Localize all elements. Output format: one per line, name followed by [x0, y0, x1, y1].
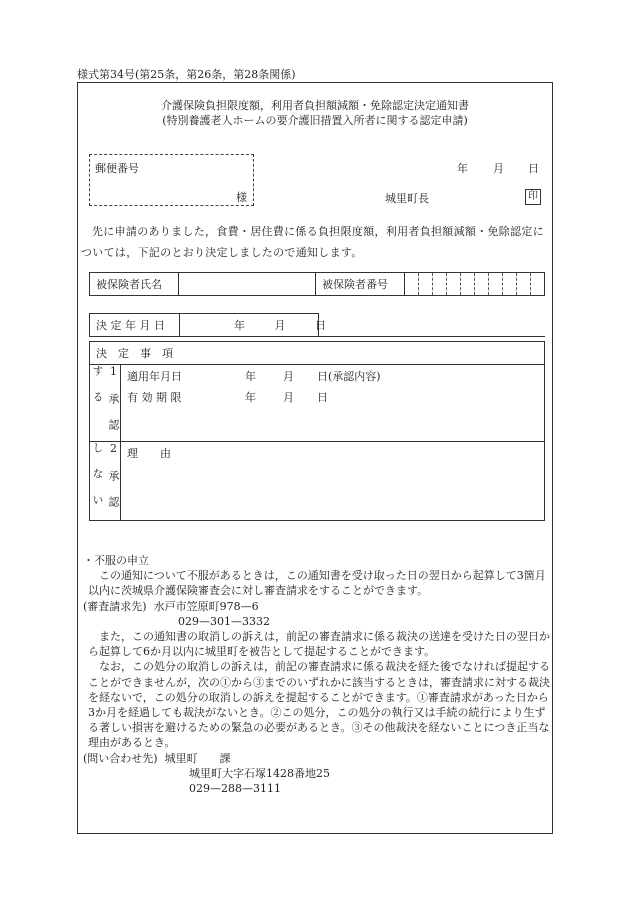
insured-name-label: 被保険者氏名: [90, 273, 179, 296]
inquiry-label: (問い合わせ先): [83, 751, 158, 765]
apply-year: 年: [245, 370, 256, 383]
insured-number-label: 被保険者番号: [316, 273, 405, 296]
document-title: 介護保険負担限度額，利用者負担額減額・免除認定決定通知書: [161, 99, 469, 112]
issue-month: 月: [493, 162, 504, 175]
inquiry-address: 城里町大字石塚1428番地25: [189, 766, 330, 780]
decision-date-day: 日: [315, 319, 326, 332]
seal-mark: 印: [525, 189, 541, 205]
appeal-notes: [83, 553, 553, 796]
review-tel: 029—301—3332: [178, 614, 270, 628]
notes-paragraph-3: なお，この処分の取消しの訴えは，前記の審査請求に係る裁決を経た後でなければ提起することができませんが，次の①から③までのいずれかに該当するときは，審査請求に対する裁決を経ないで，この処分の取消しの訴えを提起することができます。①審査請求があった日から3か月を経過しても裁決がないとき。②この処分，この処分の執行又は手続の続行により生ずる著しい損害を避けるための緊急の必要があるとき。③その他裁決を経ないことにつき正当な理由があるとき。: [88, 660, 550, 750]
decision-date-year: 年: [234, 319, 245, 332]
inquiry-town: 城里町 課: [164, 751, 231, 765]
review-contact: [83, 599, 553, 614]
reason-label: 理 由: [127, 447, 171, 460]
apply-date-label: 適用年月日: [127, 370, 182, 383]
notes-heading: ・不服の申立: [83, 554, 149, 567]
valid-month: 月: [283, 391, 294, 404]
issue-year: 年: [457, 162, 468, 175]
issue-day: 日: [528, 162, 539, 175]
valid-day: 日: [317, 391, 328, 404]
apply-day: 日(承認内容): [317, 370, 381, 383]
insured-table: [89, 272, 545, 296]
review-address: 水戸市笠原町978—6: [153, 599, 259, 613]
approve-label: 1 承 認 す る: [91, 365, 120, 431]
inquiry-tel: 029—288—3111: [189, 782, 281, 796]
insured-number-field: [405, 273, 545, 296]
apply-month: 月: [283, 370, 294, 383]
decision-date-month: 月: [274, 319, 286, 332]
decision-table: [89, 313, 545, 521]
valid-label: 有 効 期 限: [127, 391, 182, 404]
honorific: 様: [236, 191, 247, 204]
deny-label: 2 承 認 し な い: [91, 442, 120, 508]
notes-paragraph-1: この通知について不服があるときは，この通知書を受け取った日の翌日から起算して3箇月以内に茨城県介護保険審査会に対し審査請求をすることができます。: [88, 569, 546, 598]
insured-name-field: [179, 273, 316, 296]
postal-label: 郵便番号: [95, 162, 139, 175]
valid-year: 年: [245, 391, 256, 404]
inquiry-contact: [83, 751, 553, 766]
approve-details: [121, 365, 544, 441]
decision-date-label: 決 定 年 月 日: [90, 314, 180, 337]
mayor-title: 城里町長: [385, 192, 429, 205]
review-label: (審査請求先): [83, 599, 147, 613]
notes-paragraph-2: また，この通知書の取消しの訴えは，前記の審査請求に係る裁決の送達を受けた日の翌日から起算して6か月以内に城里町を被告として提起することができます。: [88, 630, 550, 659]
decision-date-field: [180, 314, 326, 337]
lead-paragraph: 先に申請のありました，食費・居住費に係る負担限度額，利用者負担額減額・免除認定については，下記のとおり決定しましたので通知します。: [81, 225, 544, 259]
form-id: 様式第34号(第25条，第26条，第28条関係): [77, 68, 296, 81]
document-subtitle: (特別養護老人ホームの要介護旧措置入所者に関する認定申請): [162, 114, 468, 127]
decision-items-label: 決 定 事 項: [90, 342, 545, 365]
deny-details: [121, 442, 544, 520]
